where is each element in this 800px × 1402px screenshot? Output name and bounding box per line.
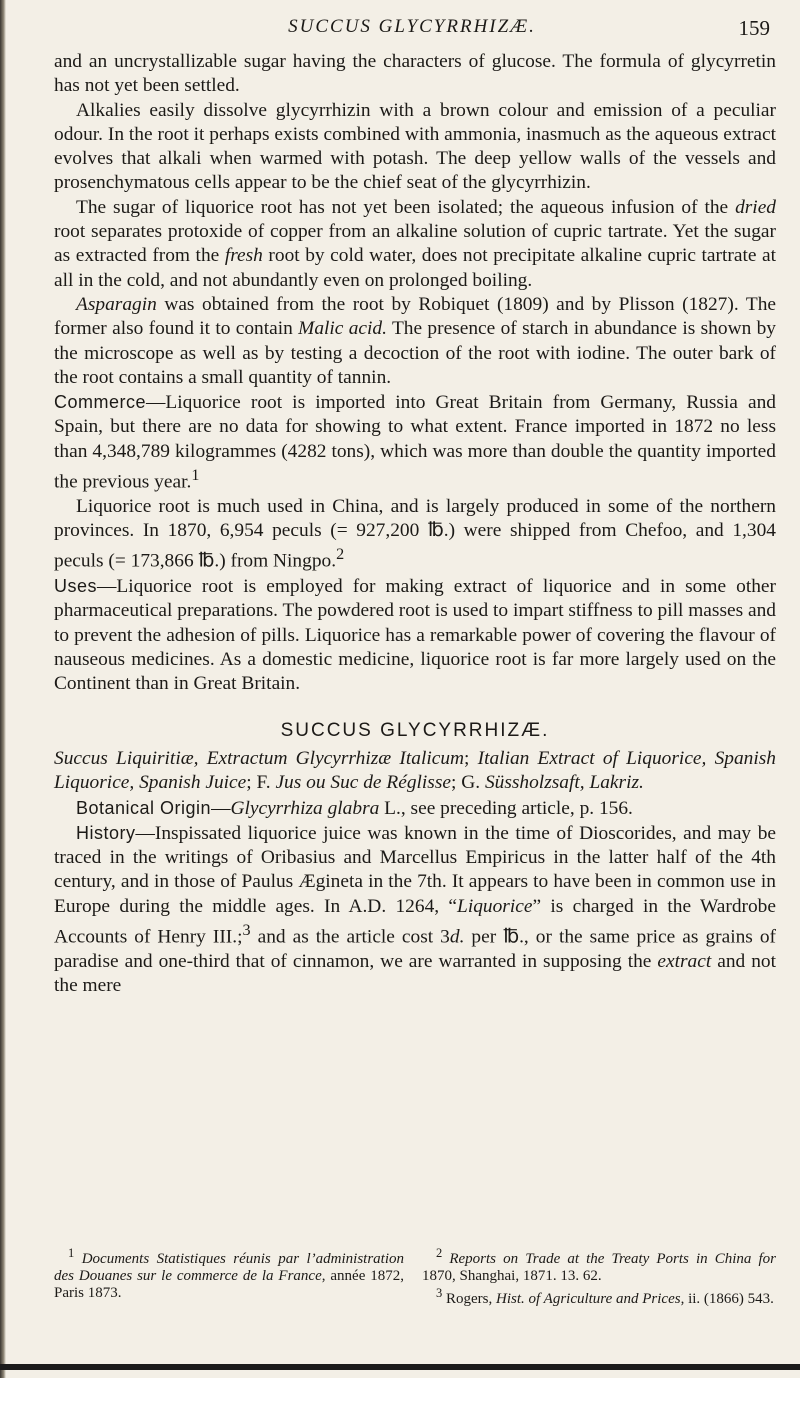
uses-heading: Uses	[54, 576, 98, 597]
bottom-margin	[0, 1378, 800, 1402]
footnote-text: 1870, Shanghai, 1871. 13. 62.	[422, 1268, 602, 1284]
running-title: SUCCUS GLYCYRRHIZÆ.	[288, 16, 536, 37]
commerce-heading: Commerce	[54, 392, 147, 413]
paragraph-synonyms	[54, 747, 776, 796]
footnote-text: , ii. (1866) 543.	[680, 1291, 774, 1307]
main-text	[54, 50, 776, 998]
footnote-title: Reports on Trade at the Treaty Ports in China for	[449, 1251, 777, 1267]
text-run: and as the article cost 3	[250, 926, 450, 948]
footnote-2	[422, 1245, 776, 1285]
italic-asparagin: Asparagin	[76, 293, 157, 315]
text-run: The presence of starch in abundance is shown by the microscope as well as by testing a decoction of the root with iodine. The outer bark of the root contains a small quantity of tannin.	[54, 318, 776, 388]
footnote-3	[422, 1285, 776, 1308]
footnote-1	[54, 1245, 404, 1302]
paragraph-botanical-origin	[54, 796, 776, 821]
italic-english-names: Italian Extract of Liquorice, Spanish Liquorice, Spanish Juice	[54, 747, 776, 794]
page-number: 159	[738, 16, 770, 40]
footnote-text: , année 1872, Paris 1873.	[54, 1268, 404, 1301]
bottom-rule	[0, 1364, 800, 1370]
botanical-heading: Botanical Origin	[76, 797, 212, 818]
italic-malic-acid: Malic acid.	[298, 318, 387, 340]
footnote-title: Documents Statistiques réunis par l’administration des Douanes sur le commerce de la France	[54, 1251, 405, 1284]
italic-latin-names: Succus Liquiritiæ, Extractum Glycyrrhizæ Italicum	[54, 747, 465, 769]
text-run: and not the mere	[54, 950, 776, 997]
section-heading: SUCCUS GLYCYRRHIZÆ.	[280, 719, 550, 741]
text-run: root by cold water, does not precipitate alkaline cupric tartrate at all in the cold, and not abundantly even on prolonged boiling.	[54, 245, 776, 291]
footnote-number: 2	[436, 1246, 443, 1260]
italic-liquorice: Liquorice	[457, 895, 533, 917]
paragraph-asparagin	[54, 293, 776, 390]
paragraph-commerce	[54, 390, 776, 495]
footnote-number: 1	[68, 1246, 75, 1260]
text-run: —	[211, 797, 231, 819]
history-heading: History	[76, 822, 136, 843]
footnote-column-right	[422, 1245, 776, 1308]
italic-german-names: Süssholzsaft, Lakriz.	[484, 772, 644, 794]
text-run: Liquorice root is much used in China, and is largely produced in some of the northern provinces. In 1870, 6,954 peculs (= 927,200 ℔.) were shipped from Chefoo, and 1,304 peculs (= 173,866 ℔.) from Ningpo.	[54, 495, 776, 572]
text-run: ; G.	[451, 772, 485, 794]
text-run: The sugar of liquorice root has not yet been isolated; the aqueous infusion of the	[76, 196, 736, 218]
footnote-ref-2: 2	[336, 546, 345, 564]
italic-dried: dried	[735, 196, 776, 218]
text-run: L., see preceding article, p. 156.	[379, 797, 633, 819]
text-run: —Liquorice root is imported into Great Britain from Germany, Russia and Spain, but there are no data for showing to what extent. France imported in 1872 no less than 4,348,789 kilogrammes (4282 tons), which was more than double the quantity imported the previous year.	[54, 392, 776, 493]
footnote-title: Hist. of Agriculture and Prices	[496, 1291, 681, 1307]
paragraph-alkalies: Alkalies easily dissolve glycyrrhizin with a brown colour and emission of a peculiar odour. In the root it perhaps exists combined with ammonia, inasmuch as the aqueous extract evolves that alkali when warmed with potash. The deep yellow walls of the vessels and prosenchymatous cells appear to be the chief seat of the glycyrrhizin.	[54, 99, 776, 194]
text-run: per ℔., or the same price as grains of paradise and one-third that of cinnamon, we are warranted in supposing the	[54, 926, 776, 972]
text-run: ; F.	[246, 772, 276, 794]
paragraph-glycyrretin: and an uncrystallizable sugar having the characters of glucose. The formula of glycyrretin has not yet been settled.	[54, 51, 776, 97]
footnote-column-left	[54, 1245, 404, 1302]
paragraph-china	[54, 495, 776, 574]
footnote-ref-3: 3	[242, 922, 251, 940]
text-run: —Liquorice root is employed for making extract of liquorice and in some other pharmaceutical preparations. The powdered root is used to impart stiffness to pill masses and to prevent the adhesion of pills. Liquorice has a remarkable power of covering the flavour of nauseous medicines. As a domestic medicine, liquorice root is far more largely used on the Continent than in Great Britain.	[54, 576, 776, 695]
text-run: —Inspissated liquorice juice was known in the time of Dioscorides, and may be traced in the writings of Oribasius and Marcellus Empiricus in the latter half of the 4th century, and in those of Paulus Ægineta in the 7th. It appears to have been in common use in Europe during the middle ages. In A.D. 1264, “	[54, 822, 776, 917]
footnote-number: 3	[436, 1286, 443, 1300]
paragraph-sugar	[54, 196, 776, 293]
italic-fresh: fresh	[224, 245, 263, 267]
italic-pence: d.	[449, 926, 465, 948]
italic-extract: extract	[657, 950, 712, 972]
text-run: ” is charged in the Wardrobe Accounts of Henry III.;	[54, 895, 776, 948]
running-head	[54, 16, 770, 44]
italic-french-names: Jus ou Suc de Réglisse	[275, 772, 451, 794]
footnote-ref-1: 1	[191, 467, 200, 485]
paragraph-uses	[54, 574, 776, 696]
italic-species: Glycyrrhiza glabra	[230, 797, 380, 819]
text-run: ;	[464, 747, 478, 769]
text-run: root separates protoxide of copper from an alkaline solution of cupric tartrate. Yet the sugar as extracted from the	[54, 221, 776, 267]
section-gap	[54, 697, 776, 719]
footnote-text: Rogers,	[442, 1291, 496, 1307]
paragraph-history	[54, 821, 776, 999]
text-run: was obtained from the root by Robiquet (1809) and by Plisson (1827). The former also found it to contain	[54, 293, 776, 340]
page-binding-edge	[0, 0, 6, 1402]
